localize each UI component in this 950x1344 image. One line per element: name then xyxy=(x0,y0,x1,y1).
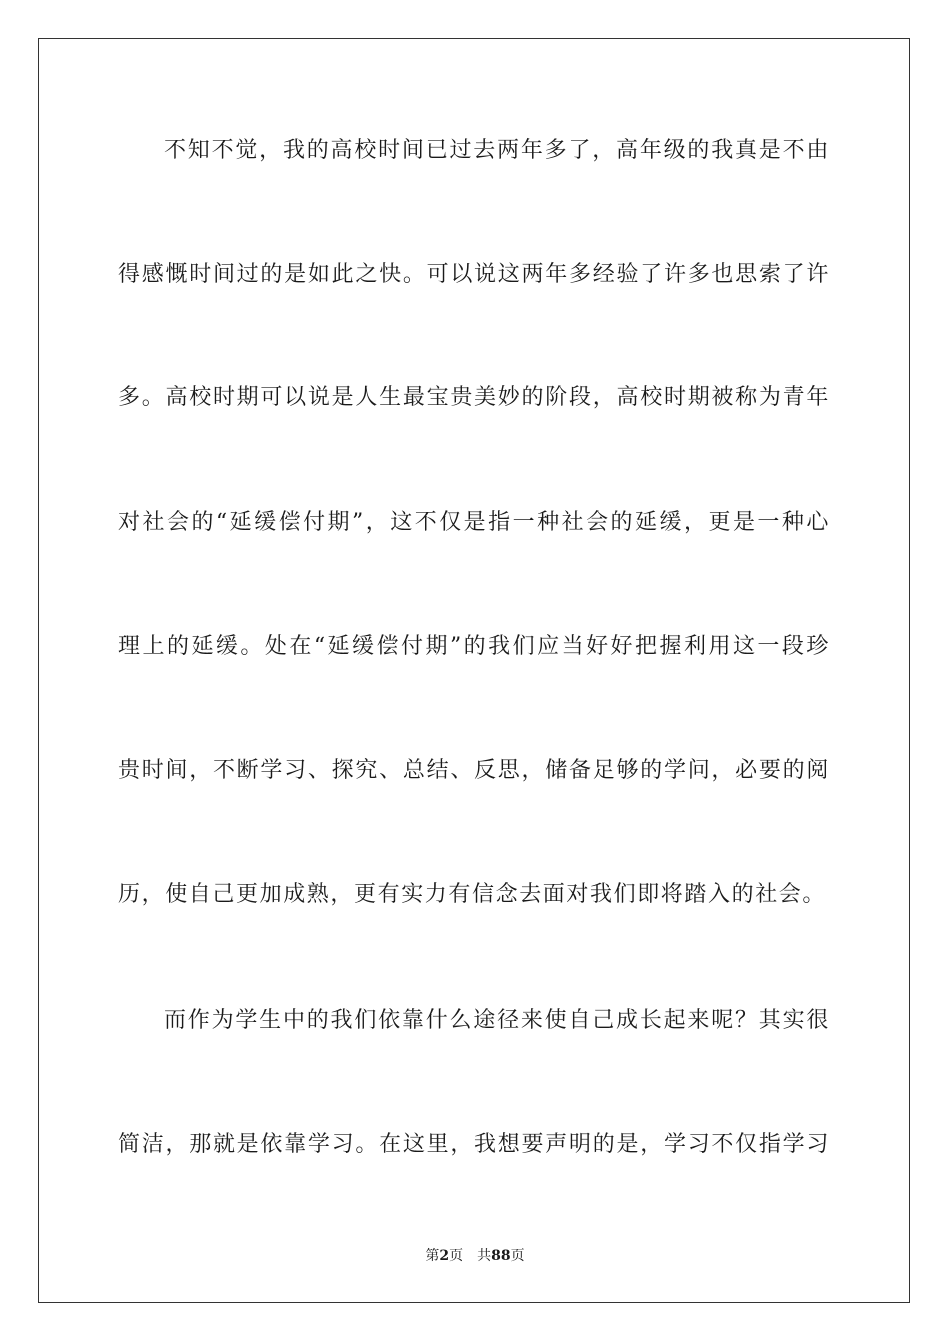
paragraph-line: 对社会的“延缓偿付期”，这不仅是指一种社会的延缓，更是一种心 xyxy=(118,510,830,535)
page-total-prefix: 共 xyxy=(477,1248,492,1264)
paragraph-line: 历，使自己更加成熟，更有实力有信念去面对我们即将踏入的社会。 xyxy=(118,882,827,907)
paragraph-line: 不知不觉，我的高校时间已过去两年多了，高年级的我真是不由 xyxy=(164,138,830,163)
paragraph-line: 理上的延缓。处在“延缓偿付期”的我们应当好好把握利用这一段珍 xyxy=(118,634,830,659)
paragraph-line: 而作为学生中的我们依靠什么途径来使自己成长起来呢？其实很 xyxy=(164,1008,830,1033)
paragraph-line: 得感慨时间过的是如此之快。可以说这两年多经验了许多也思索了许 xyxy=(118,262,830,287)
page-total: 88 xyxy=(491,1248,511,1264)
page-number-suffix: 页 xyxy=(449,1248,464,1264)
page-total-suffix: 页 xyxy=(510,1248,525,1264)
paragraph-line: 简洁，那就是依靠学习。在这里，我想要声明的是，学习不仅指学习 xyxy=(118,1132,830,1157)
page-number-current: 2 xyxy=(439,1248,450,1264)
page-footer xyxy=(0,1246,950,1266)
paragraph-line: 多。高校时期可以说是人生最宝贵美妙的阶段，高校时期被称为青年 xyxy=(118,385,830,410)
paragraph-line: 贵时间，不断学习、探究、总结、反思，储备足够的学问，必要的阅 xyxy=(118,758,830,783)
page-number-prefix: 第 xyxy=(425,1248,440,1264)
page-border xyxy=(38,38,910,1303)
